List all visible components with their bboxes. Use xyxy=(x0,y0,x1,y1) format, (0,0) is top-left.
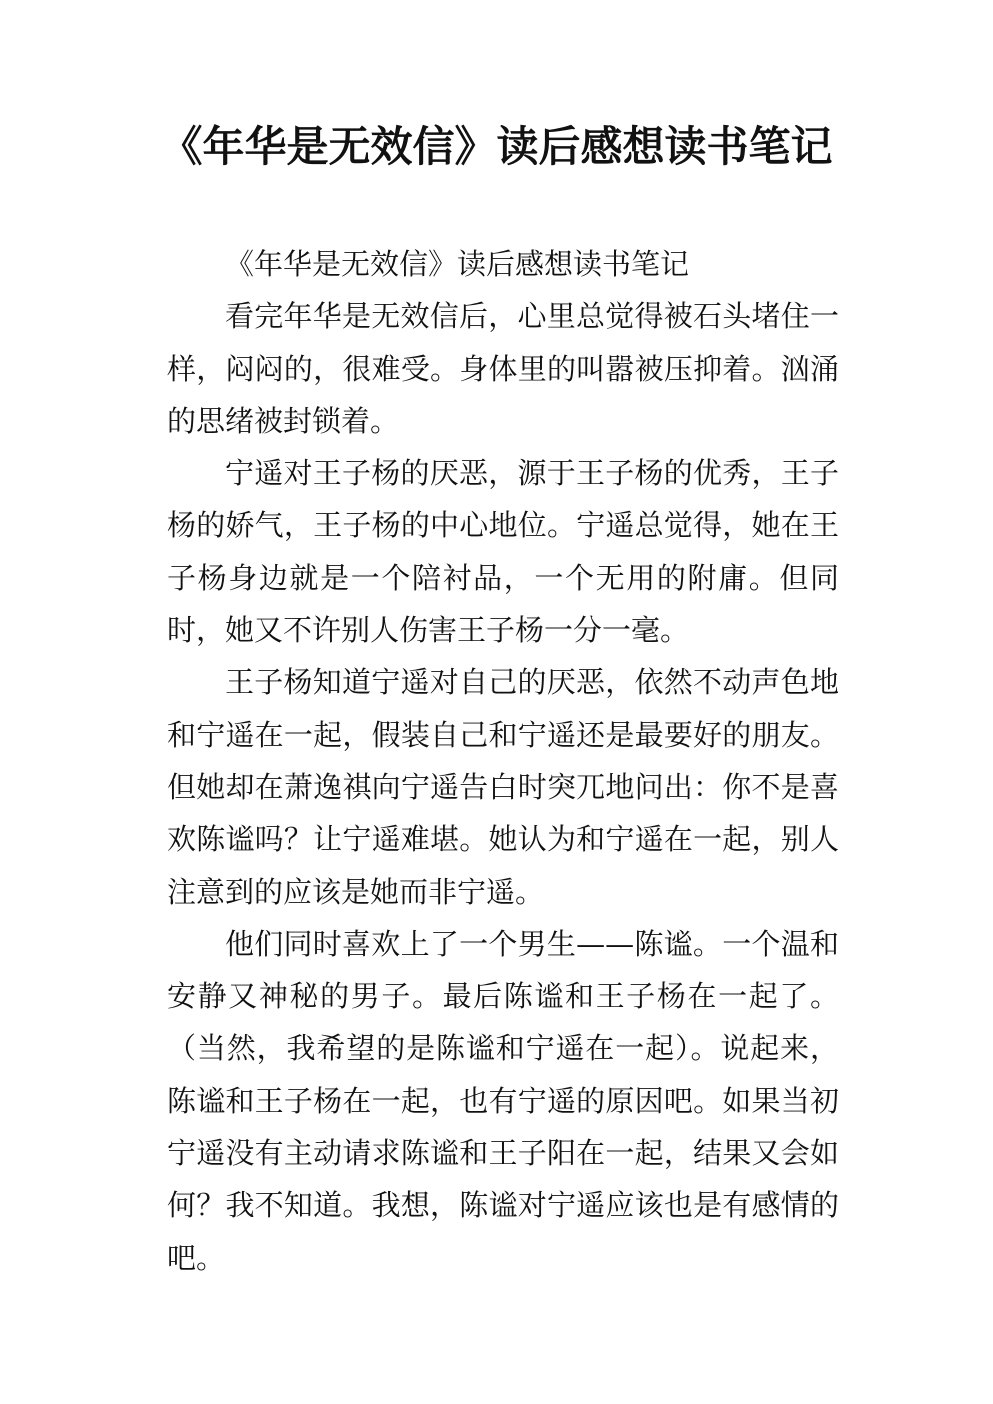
page-title: 《年华是无效信》读后感想读书笔记 xyxy=(160,122,833,171)
paragraph: 王子杨知道宁遥对自己的厌恶，依然不动声色地和宁遥在一起，假装自己和宁遥还是最要好的朋友。但她却在萧逸祺向宁遥告白时突兀地问出：你不是喜欢陈谧吗？让宁遥难堪。她认为和宁遥在一起，别人注意到的应该是她而非宁遥。 xyxy=(167,665,839,909)
document-body xyxy=(167,238,839,1284)
paragraph-subtitle: 《年华是无效信》读后感想读书笔记 xyxy=(225,247,690,281)
paragraph: 他们同时喜欢上了一个男生——陈谧。一个温和安静又神秘的男子。最后陈谧和王子杨在一起了。（当然，我希望的是陈谧和宁遥在一起）。说起来，陈谧和王子杨在一起，也有宁遥的原因吧。如果当初宁遥没有主动请求陈谧和王子阳在一起，结果又会如何？我不知道。我想，陈谧对宁遥应该也是有感情的吧。 xyxy=(167,926,839,1275)
paragraph: 宁遥对王子杨的厌恶，源于王子杨的优秀，王子杨的娇气，王子杨的中心地位。宁遥总觉得，她在王子杨身边就是一个陪衬品，一个无用的附庸。但同时，她又不许别人伤害王子杨一分一毫。 xyxy=(167,456,839,648)
paragraph: 看完年华是无效信后，心里总觉得被石头堵住一样，闷闷的，很难受。身体里的叫嚣被压抑着。汹涌的思绪被封锁着。 xyxy=(167,299,839,438)
